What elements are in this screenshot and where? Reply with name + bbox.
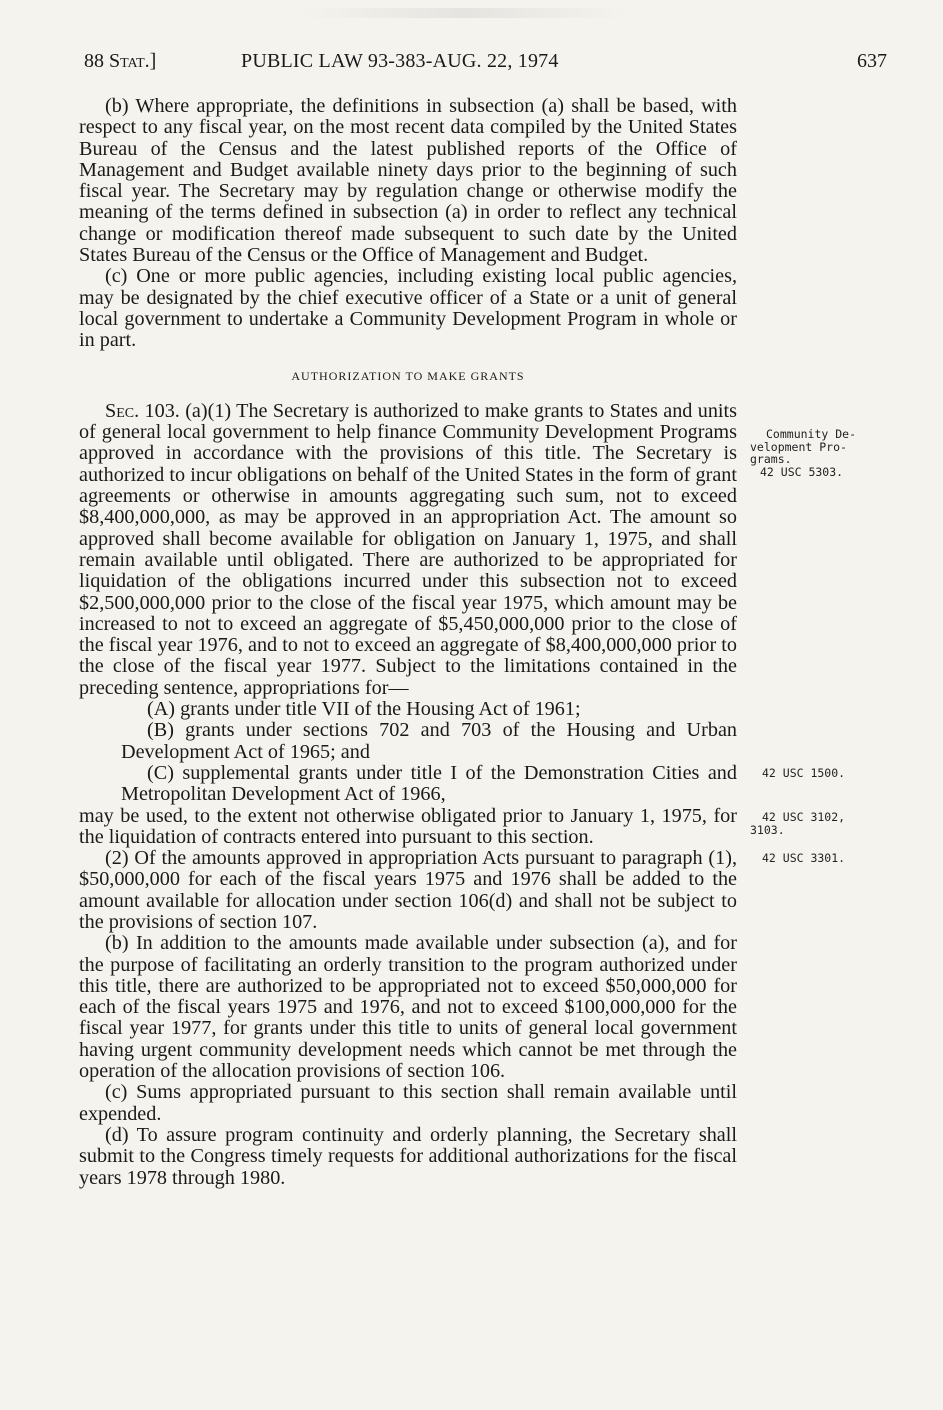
margin-note-community-development: [750, 427, 892, 479]
margin-note-3102: [750, 810, 892, 837]
margin-note-line: Community De-: [766, 427, 857, 441]
margin-note-line: 3103.: [750, 822, 785, 837]
list-item-b: (B) grants under sections 702 and 703 of the Housing and Urban Development Act of 1965; and: [121, 719, 737, 763]
page-title: PUBLIC LAW 93-383-AUG. 22, 1974: [241, 50, 559, 72]
margin-note-line: grams.: [750, 452, 792, 466]
section-label: Sec.: [105, 399, 140, 422]
section-103-a1: [79, 401, 737, 699]
margin-note-line: velopment Pro-: [750, 439, 847, 454]
paragraph-c: (c) One or more public agencies, including existing local public agencies, may be designated by the chief executive officer of a State or a unit of general local government to undertake a Community Development Program in whole or in part.: [79, 265, 737, 352]
running-header: [0, 50, 943, 84]
page-body: [79, 96, 737, 1189]
paragraph-b2: (b) In addition to the amounts made available under subsection (a), and for the purpose of facilitating an orderly transition to the program authorized under this title, there are authorized to be appropriated not to exceed $50,000,000 for each of the fiscal years 1975 and 1976, and not to exceed $100,000,000 for the fiscal year 1977, for grants under this title to units of general local government having urgent community development needs which cannot be met through the operation of the allocation provisions of section 106.: [79, 932, 737, 1083]
section-103-text: 103. (a)(1) The Secretary is authorized to make grants to States and units of general local government to help finance Community Development Programs approved in accordance with the provisions of this title. The Secretary is authorized to incur obligations on behalf of the United States in the form of grant agreements or otherwise in amounts aggregating such sum, not to exceed $8,400,000,000, as may be approved in an appropriation Act. The amount so approved shall become available for obligation on January 1, 1975, and shall remain available until obligated. There are authorized to be appropriated for liquidation of the obligations incurred under this subsection not to exceed $2,500,000,000 prior to the close of the fiscal year 1975, which amount may be increased to not to exceed an aggregate of $5,450,000,000 prior to the close of the fiscal year 1976, and to not to exceed an aggregate of $8,400,000,000 prior to the close of the fiscal year 1977. Subject to the limitations contained in the preceding sentence, appropriations for—: [79, 399, 737, 699]
page-number: 637: [857, 50, 887, 72]
margin-note-usc: 42 USC 5303.: [760, 464, 844, 479]
paragraph-d2: (d) To assure program continuity and orderly planning, the Secretary shall submit to the Congress timely requests for additional authorizations for the fiscal years 1978 through 1980.: [79, 1123, 737, 1189]
margin-note-1500: 42 USC 1500.: [762, 766, 846, 780]
list-item-a: [79, 699, 737, 720]
margin-note-line: 42 USC 3102,: [762, 810, 846, 824]
paragraph-c2: (c) Sums appropriated pursuant to this section shall remain available until expended.: [79, 1081, 737, 1125]
item-a-text: (A) grants under title VII of the Housing Act of 1961;: [147, 698, 581, 721]
list-item-c: (C) supplemental grants under title I of the Demonstration Cities and Metropolitan Development Act of 1966,: [121, 761, 737, 806]
margin-note-3301: 42 USC 3301.: [762, 851, 846, 865]
section-heading: AUTHORIZATION TO MAKE GRANTS: [291, 368, 525, 383]
paragraph-after-items: may be used, to the extent not otherwise obligated prior to January 1, 1975, for the liquidation of contracts entered into pursuant to this section.: [79, 804, 737, 848]
paragraph-b: (b) Where appropriate, the definitions in subsection (a) shall be based, with respect to any fiscal year, on the most recent data compiled by the United States Bureau of the Census and the latest published reports of the Office of Management and Budget available ninety days prior to the beginning of such fiscal year. The Secretary may by regulation change or otherwise modify the meaning of the terms defined in subsection (a) in order to reflect any technical change or modification thereof made subsequent to such date by the United States Bureau of the Census or the Office of Management and Budget.: [79, 95, 737, 267]
paragraph-a2: (2) Of the amounts approved in appropriation Acts pursuant to paragraph (1), $50,000,000 for each of the fiscal years 1975 and 1976 shall be added to the amount available for allocation under section 106(d) and shall not be subject to the provisions of section 107.: [79, 847, 737, 933]
statute-citation: 88 Stat.]: [84, 50, 157, 72]
bleed-through-shadow: [300, 8, 630, 18]
